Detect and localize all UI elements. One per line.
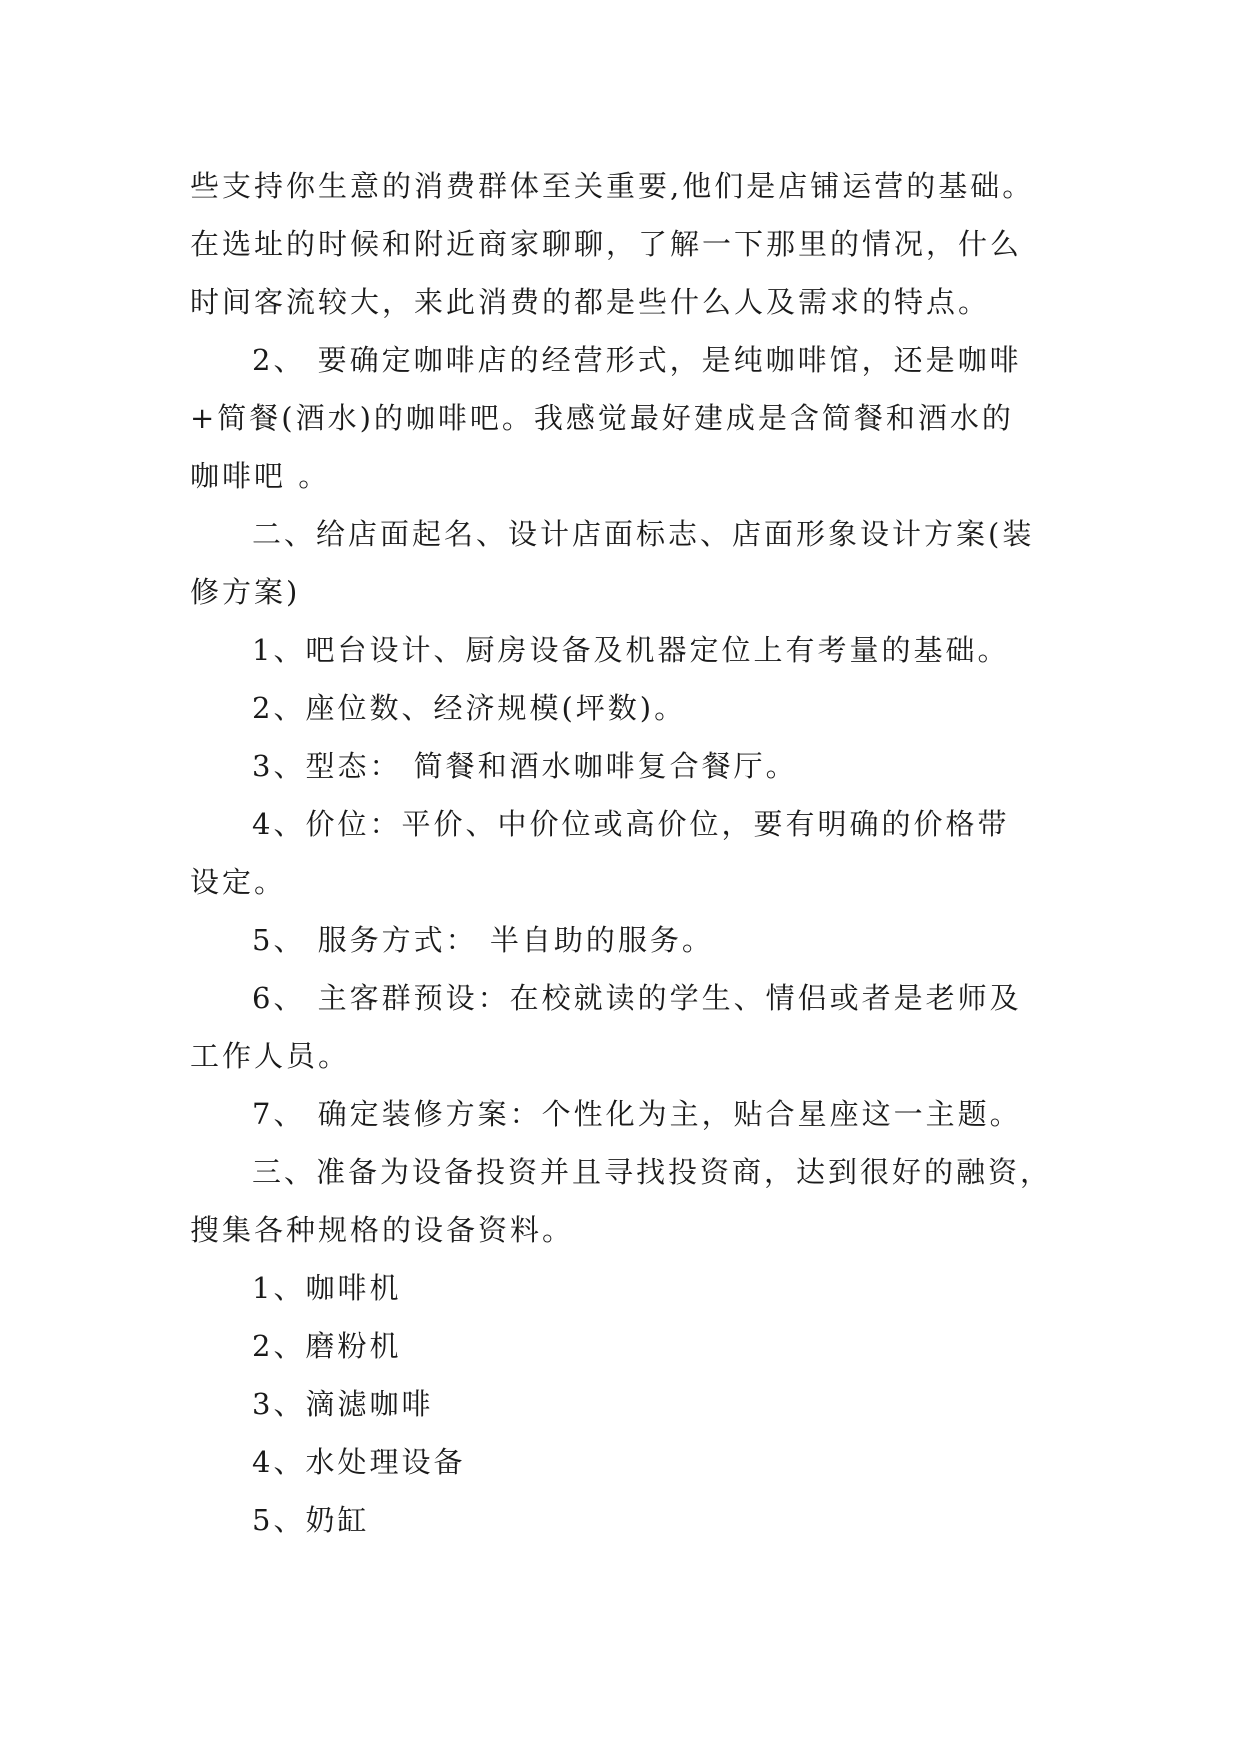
list-item: 6、 主客群预设：在校就读的学生、情侣或者是老师及 xyxy=(252,981,1022,1015)
list-item: 5、奶缸 xyxy=(252,1503,370,1537)
text-line: 些支持你生意的消费群体至关重要,他们是店铺运营的基础。 xyxy=(190,169,1035,203)
list-item: 2、磨粉机 xyxy=(252,1329,402,1363)
section-heading: 二、给店面起名、设计店面标志、店面形象设计方案(装 xyxy=(252,517,1035,551)
text-line: 在选址的时候和附近商家聊聊，了解一下那里的情况，什么 xyxy=(190,227,1023,261)
list-item: 7、 确定装修方案：个性化为主，贴合星座这一主题。 xyxy=(252,1097,1022,1131)
list-item: 4、水处理设备 xyxy=(252,1445,466,1479)
list-item: 2、座位数、经济规模(坪数)。 xyxy=(252,691,687,725)
text-line: 时间客流较大，来此消费的都是些什么人及需求的特点。 xyxy=(190,285,991,319)
text-line: 工作人员。 xyxy=(190,1039,351,1073)
text-line: +简餐(酒水)的咖啡吧。我感觉最好建成是含简餐和酒水的 xyxy=(190,401,1014,435)
text-line: 设定。 xyxy=(190,865,287,899)
list-item: 1、吧台设计、厨房设备及机器定位上有考量的基础。 xyxy=(252,633,1010,667)
list-item: 3、滴滤咖啡 xyxy=(252,1387,434,1421)
text-line: 搜集各种规格的设备资料。 xyxy=(190,1213,575,1247)
list-item: 1、咖啡机 xyxy=(252,1271,402,1305)
text-line: 修方案) xyxy=(190,575,301,609)
text-line: 咖啡吧 。 xyxy=(190,459,331,493)
section-heading: 三、准备为设备投资并且寻找投资商，达到很好的融资， xyxy=(252,1155,1053,1189)
list-item: 4、价位：平价、中价位或高价位，要有明确的价格带 xyxy=(252,807,1010,841)
text-line: 2、 要确定咖啡店的经营形式，是纯咖啡馆，还是咖啡 xyxy=(252,343,1022,377)
list-item: 3、型态： 简餐和酒水咖啡复合餐厅。 xyxy=(252,749,798,783)
list-item: 5、 服务方式： 半自助的服务。 xyxy=(252,923,714,957)
